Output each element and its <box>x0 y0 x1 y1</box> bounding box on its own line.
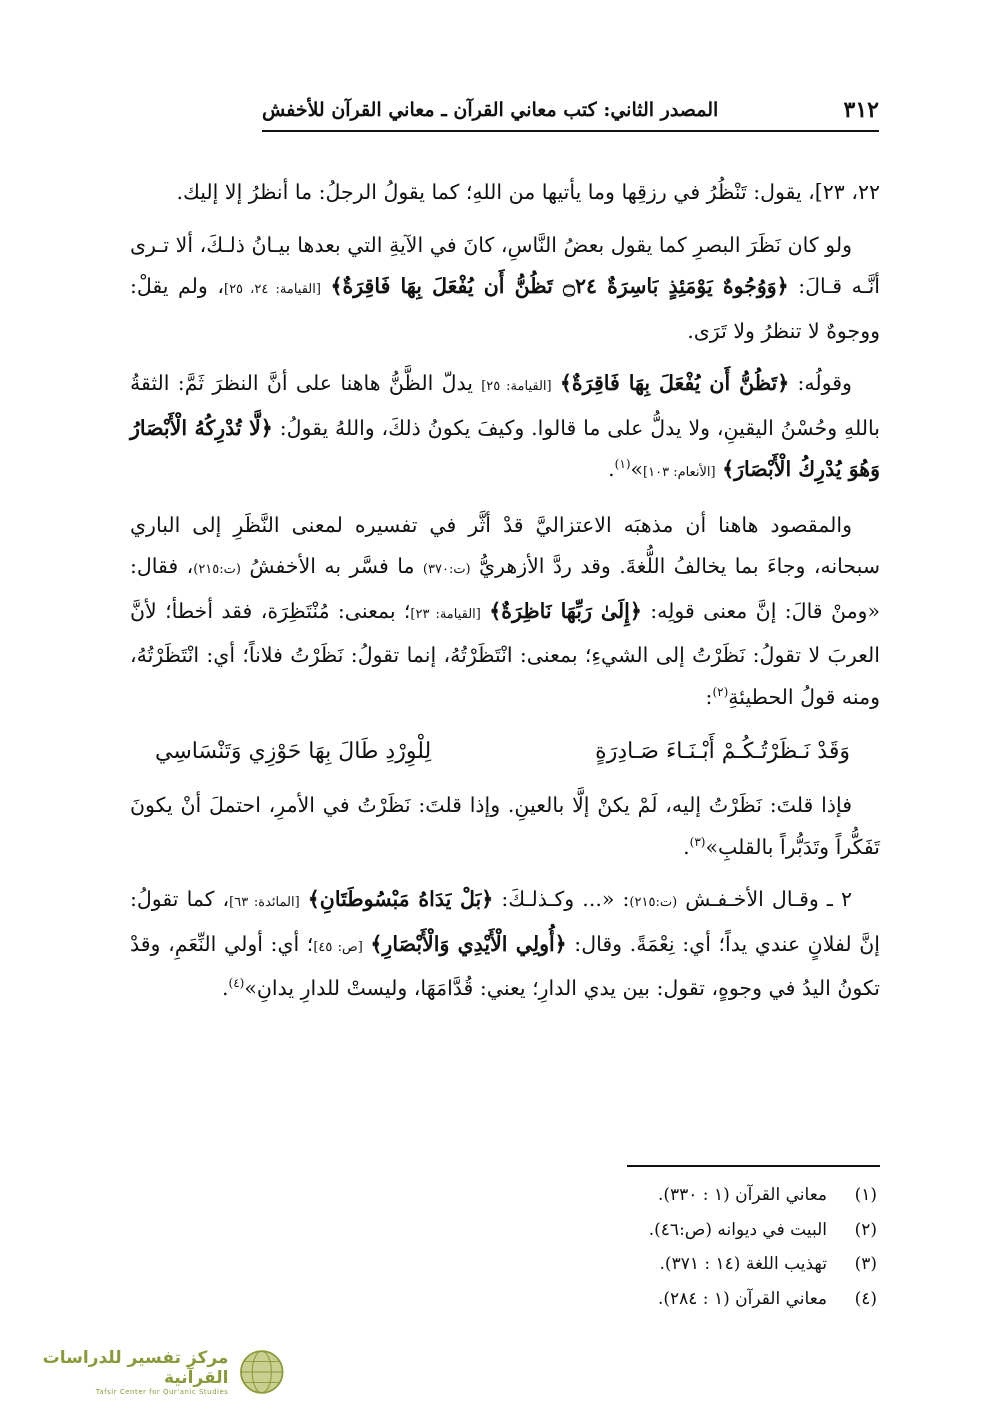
p4-text-a: والمقصود هاهنا أن مذهبَه الاعتزاليَّ قدْ أثَّر في تفسيره لمعنى النَّظَرِ إلى الباري سبحانه، وجاءَ بما يخالفُ اللُّغةَ. وقد ردَّ الأزهريُّ <box>130 512 881 578</box>
paragraph-4 <box>130 505 880 719</box>
p1-text: ٢٢، ٢٣]، يقول: تَنْظُرُ في رزقِها وما يأتيها من اللهِ؛ كما يقولُ الرجلُ: ما أنظرُ إلا إليك. <box>176 180 880 204</box>
footnote-marker[interactable]: (٢) <box>712 684 729 699</box>
body-text <box>130 172 880 1021</box>
quran-quote: ﴿إِلَىٰ رَبِّهَا نَاظِرَةٌ﴾ <box>489 598 642 623</box>
footnote-marker[interactable]: (١) <box>614 457 631 472</box>
header-title: المصدر الثاني: كتب معاني القرآن ـ معاني القرآن للأخفش <box>262 99 719 121</box>
p4-text-b: ما فسَّر به الأخفشُ <box>240 554 423 578</box>
p3-text-a: وقولُه: <box>789 371 852 395</box>
footnote-marker[interactable]: (٤) <box>228 976 245 991</box>
header-rule <box>262 130 879 132</box>
footnote-marker[interactable]: (٣) <box>689 834 706 849</box>
logo-text <box>6 1348 228 1396</box>
footnote-text: معاني القرآن (١ : ٣٣٠). <box>657 1185 827 1205</box>
quran-quote: ﴿لَّا تُدْرِكُهُ الْأَبْصَارُ وَهُوَ يُدْرِكُ الْأَبْصَارَ﴾ <box>130 415 880 481</box>
paragraph-2 <box>130 225 880 353</box>
p6-text-e: . <box>221 976 229 1000</box>
footnote-text: تهذيب اللغة (١٤ : ٣٧١). <box>659 1254 827 1274</box>
quran-ref: [القيامة: ٢٣] <box>410 606 481 622</box>
logo-arabic-name: مركز تفسير للدراسات القرآنية <box>42 1348 229 1388</box>
running-header <box>262 92 879 128</box>
footnote-item <box>457 1282 877 1317</box>
paragraph-6 <box>130 879 880 1010</box>
p3-text-c: » <box>630 457 644 481</box>
quran-ref: [ص: ٤٥] <box>313 939 363 955</box>
p6-text-c: ، كما تقولُ: إنَّ لفلانٍ عندي يداً؛ أي: نِعْمَةً. وقال: <box>130 887 880 956</box>
paragraph-1 <box>130 172 880 214</box>
tafsir-center-logo <box>6 1340 290 1404</box>
footnote-text: البيت في ديوانه (ص:٤٦). <box>648 1219 827 1240</box>
footnotes <box>457 1178 877 1316</box>
poetry-verse <box>130 729 880 775</box>
footnote-number: (٤) <box>854 1288 877 1309</box>
p3-text-b: يدلّ الظَّنُّ هاهنا على أنَّ النظرَ ثَمَّ: الثقةُ باللهِ وحُسْنُ اليقينِ، ولا يدلُّ على ما قالوا. وكيفَ يكونُ ذلكَ، واللهُ يقولُ: <box>130 371 881 440</box>
quran-quote: ﴿أُولِي الْأَيْدِي وَالْأَبْصَارِ﴾ <box>370 931 567 956</box>
p6-text-b: : «... وكـذلـكَ: <box>493 887 630 911</box>
p4-text-e: : <box>705 684 713 709</box>
verse-second-hemistich: لِلْوِرْدِ طَالَ بِهَا حَوْزِي وَتَنْسَاسِي <box>155 739 432 764</box>
footnote-text: معاني القرآن (١ : ٢٨٤). <box>657 1288 827 1309</box>
page-number: ٣١٢ <box>843 97 879 123</box>
footnote-item <box>457 1213 877 1248</box>
globe-logo-icon <box>234 1342 290 1402</box>
p5-text-b: . <box>683 834 690 859</box>
quran-ref: [الأنعام: ١٠٣] <box>643 465 716 480</box>
p2-text-a: ولو كان نَظَرَ البصرِ كما يقول بعضُ النَّاسِ، كانَ في الآيةِ التي بعدها بيـانُ ذلـكَ، ألا تـرى أنَّـه قـالَ: <box>130 232 880 298</box>
quran-ref: [المائدة: ٦٣] <box>229 895 300 910</box>
quran-ref: [القيامة: ٢٤، ٢٥] <box>223 282 321 297</box>
p4-text-c: ، فقال: «ومنْ قالَ: إنَّ معنى قولِه: <box>130 554 880 623</box>
footnote-item <box>457 1178 877 1213</box>
p4-text-d: ؛ بمعنى: مُنْتَظِرَة، فقد أخطأ؛ لأنَّ العربَ لا تقولُ: نَظَرْتُ إلى الشيءِ؛ بمعنى: انْتَظَرْتُهُ، إنما تقولُ: نَظَرْتُ فلاناً؛ أي: انْتَظَرْتُهُ، ومنه قولُ الحطيئةِ <box>130 598 880 709</box>
death-date: (ت:٣٧٠) <box>422 562 471 577</box>
paragraph-3: وقولُه: ﴿تَظُنُّ أَن يُفْعَلَ بِهَا فَاقِرَةٌ﴾ [القيامة: ٢٥] يدلّ الظَّنُّ هاهنا على أنَّ النظرَ ثَمَّ: الثقةُ باللهِ وحُسْنُ اليقينِ، ولا يدلُّ على ما قالوا. وكيفَ يكونُ ذلكَ، واللهُ يقولُ: ﴿لَّا تُدْرِكُهُ الْأَبْصَارُ وَهُوَ يُدْرِكُ الْأَبْصَارَ﴾ [الأنعام: ١٠٣]»$^{(١)}$. <box>130 371 881 481</box>
death-date: (ت:٢١٥) <box>629 895 678 910</box>
footnote-rule <box>627 1165 880 1167</box>
paragraph-5 <box>130 785 880 868</box>
death-date: (ت:٢١٥) <box>193 562 241 577</box>
quran-quote: ﴿وَوُجُوهٌ يَوْمَئِذٍ بَاسِرَةٌ ۝٢٤ تَظُنُّ أَن يُفْعَلَ بِهَا فَاقِرَةٌ﴾ <box>330 274 789 298</box>
quran-quote: ﴿بَلْ يَدَاهُ مَبْسُوطَتَانِ﴾ <box>307 887 494 911</box>
p5-text-a: فإذا قلتَ: نَظَرْتُ إليه، لَمْ يكنْ إلَّا بالعينِ. وإذا قلتَ: نَظَرْتُ في الأمرِ، احتملَ أنْ يكونَ تَفَكُّراً وتَدَبُّراً بالقلبِ» <box>130 793 880 859</box>
footnote-item <box>457 1247 877 1282</box>
p6-text-a: ٢ ـ وقـال الأخـفـش <box>677 887 853 911</box>
footnote-number: (٣) <box>854 1254 877 1274</box>
footnote-number: (٢) <box>854 1219 877 1240</box>
quran-ref: [القيامة: ٢٥] <box>481 379 552 394</box>
quran-quote: ﴿تَظُنُّ أَن يُفْعَلَ بِهَا فَاقِرَةٌ﴾ <box>559 371 790 395</box>
footnote-number: (١) <box>854 1185 877 1205</box>
verse-first-hemistich: وَقَدْ نَـظَرْتُـكُـمْ أَبْـنَـاءَ صَـادِرَةٍ <box>595 739 850 764</box>
p2-text-b: ، ولم يقلْ: ووجوهٌ لا تنظرُ ولا تَرَى. <box>130 274 880 343</box>
p6-text-d: ؛ أي: أولي النِّعَمِ، وقدْ تكونُ اليدُ في وجوهٍ، تقول: بين يدي الدارِ؛ يعني: قُدَّامَهَا، وليستْ للدارِ يدانِ» <box>130 931 880 1000</box>
logo-english-name: Tafsir Center for Qur'anic Studies <box>95 1388 229 1396</box>
